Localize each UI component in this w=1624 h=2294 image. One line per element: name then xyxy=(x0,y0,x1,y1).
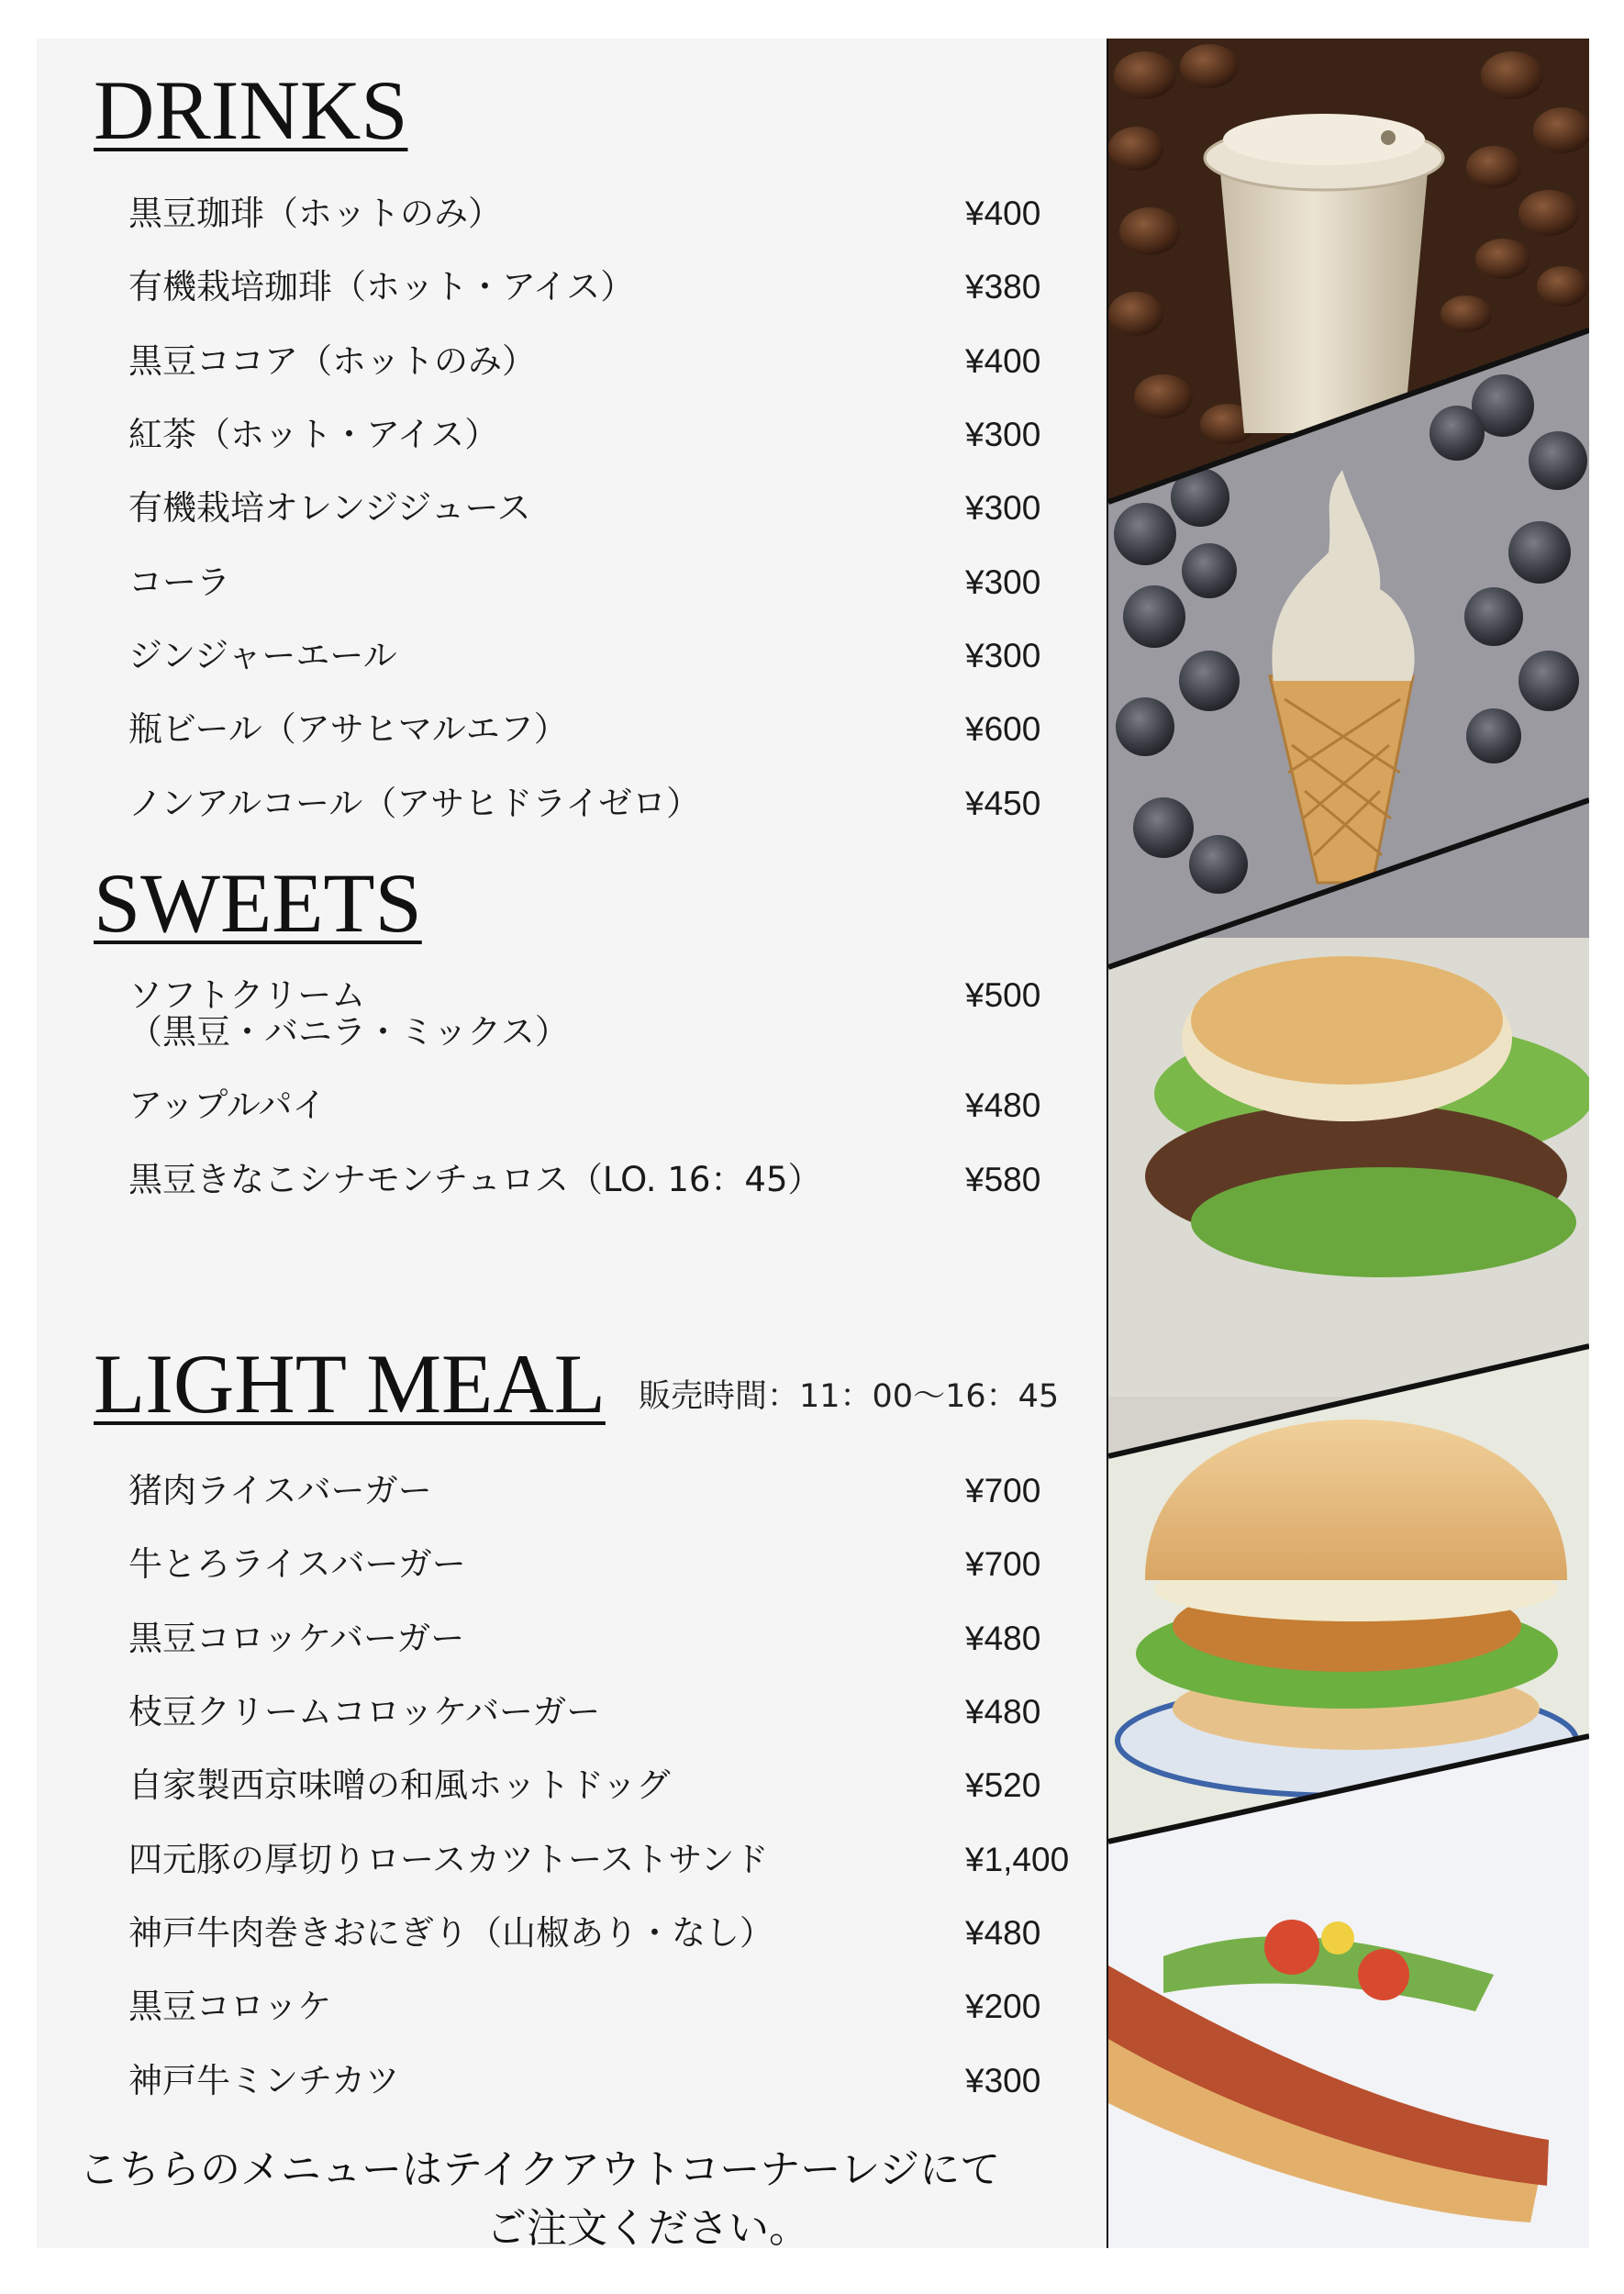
menu-item-name: 瓶ビール（アサヒマルエフ） xyxy=(128,709,568,749)
menu-item-name: 神戸牛ミンチカツ xyxy=(128,2061,400,2100)
footer-note-line1: こちらのメニューはテイクアウトコーナーレジにて xyxy=(79,2146,1001,2193)
menu-item-price: ¥480 xyxy=(965,1086,1041,1124)
sweets-title: SWEETS xyxy=(94,856,422,950)
menu-item-name: アップルパイ xyxy=(128,1086,327,1125)
sales-hours: 販売時間：11：00～16：45 xyxy=(639,1378,1060,1415)
menu-item-price: ¥480 xyxy=(965,1620,1041,1657)
menu-item-name: 黒豆コロッケ xyxy=(128,1987,332,2026)
menu-item-name: コーラ xyxy=(128,562,230,602)
menu-item-price: ¥300 xyxy=(965,489,1041,527)
menu-item-price: ¥300 xyxy=(965,2062,1041,2099)
drinks-title: DRINKS xyxy=(94,63,408,157)
menu-item-name: 黒豆コロッケバーガー xyxy=(128,1619,465,1658)
menu-item-name: 有機栽培オレンジジュース xyxy=(128,488,531,528)
menu-item-price: ¥580 xyxy=(965,1161,1041,1198)
menu-item-name: 猪肉ライスバーガー xyxy=(128,1471,432,1510)
menu-item-name: ノンアルコール（アサヒドライゼロ） xyxy=(128,784,701,823)
menu-item-name: 枝豆クリームコロッケバーガー xyxy=(128,1692,601,1732)
menu-item-name: 四元豚の厚切りロースカツトーストサンド xyxy=(128,1840,769,1879)
menu-item-name: 紅茶（ホット・アイス） xyxy=(128,415,499,454)
menu-item-name: 黒豆ココア（ホットのみ） xyxy=(128,341,536,381)
menu-item-price: ¥380 xyxy=(965,268,1041,306)
menu-item-price: ¥700 xyxy=(965,1472,1041,1509)
menu-item-name: ジンジャーエール xyxy=(128,636,397,675)
menu-item-price: ¥500 xyxy=(965,976,1041,1014)
menu-item-name: 黒豆きなこシナモンチュロス（LO. 16：45） xyxy=(128,1160,822,1199)
menu-item-name: 黒豆珈琲（ホットのみ） xyxy=(128,194,502,233)
menu-item-price: ¥400 xyxy=(965,342,1041,380)
menu-item-price: ¥300 xyxy=(965,416,1041,453)
menu-item-name: 牛とろライスバーガー xyxy=(128,1544,466,1584)
menu-item-price: ¥400 xyxy=(965,195,1041,232)
menu-item-price: ¥450 xyxy=(965,785,1041,822)
light-meal-title: LIGHT MEAL xyxy=(94,1337,606,1431)
menu-item-name: 神戸牛肉巻きおにぎり（山椒あり・なし） xyxy=(128,1913,773,1953)
menu-item-price: ¥1,400 xyxy=(965,1841,1070,1878)
menu-item-price: ¥480 xyxy=(965,1693,1041,1731)
menu-item-name: 有機栽培珈琲（ホット・アイス） xyxy=(128,267,635,306)
menu-item-price: ¥480 xyxy=(965,1914,1041,1952)
menu-item-price: ¥200 xyxy=(965,1988,1041,2025)
photo-column xyxy=(1108,39,1589,2248)
menu-item-price: ¥700 xyxy=(965,1545,1041,1583)
menu-item-price: ¥520 xyxy=(965,1766,1041,1804)
menu-item-name: ソフトクリーム xyxy=(128,975,366,1015)
menu-item-subname: （黒豆・バニラ・ミックス） xyxy=(128,1012,569,1052)
menu-item-price: ¥600 xyxy=(965,710,1041,748)
menu-item-price: ¥300 xyxy=(965,637,1041,674)
menu-item-name: 自家製西京味噌の和風ホットドッグ xyxy=(128,1765,671,1805)
footer-note-line2: ご注文ください。 xyxy=(486,2205,809,2252)
menu-item-price: ¥300 xyxy=(965,563,1041,601)
